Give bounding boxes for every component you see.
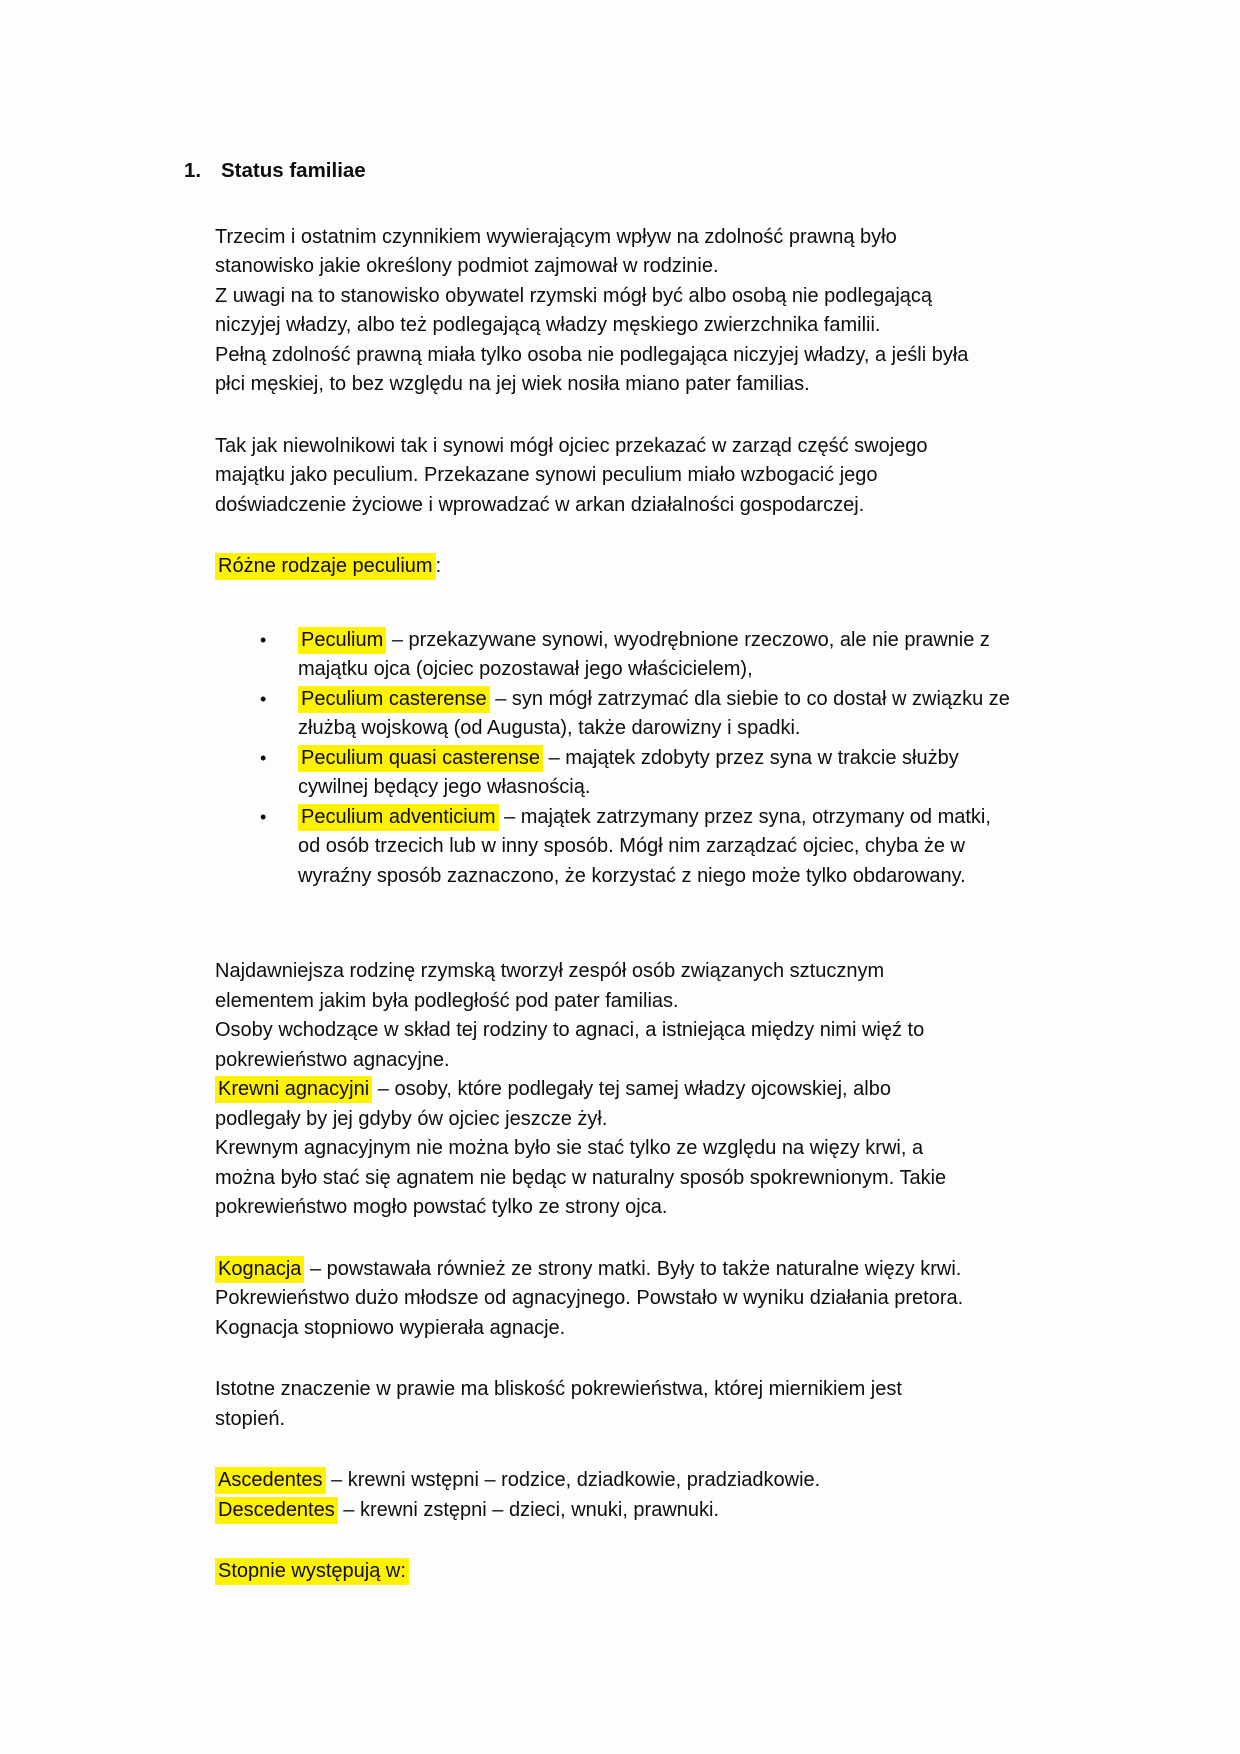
text-line — [215, 1496, 1110, 1526]
highlighted-text: Peculium casterense — [298, 686, 490, 713]
bullet-icon: • — [260, 688, 267, 709]
text-line — [298, 862, 1110, 892]
text-line — [215, 1314, 1110, 1344]
text-segment: niczyjej władzy, albo też podlegającą władzy męskiego zwierzchnika familii. — [215, 314, 881, 336]
text-segment: – majątek zdobyty przez syna w trakcie służby — [543, 746, 959, 769]
paragraph-rozne-rodzaje-heading — [215, 552, 1110, 582]
text-line — [298, 744, 1110, 774]
text-segment: stopień. — [215, 1407, 286, 1430]
text-line — [215, 1466, 1110, 1496]
text-segment: pokrewieństwo agnacyjne. — [215, 1048, 450, 1071]
highlighted-text: Różne rodzaje peculium — [215, 553, 436, 580]
highlighted-text: Peculium adventicium — [298, 804, 499, 831]
text-segment: Z uwagi na to stanowisko obywatel rzymski mógł być albo osobą nie podlegającą — [215, 284, 933, 307]
section-title: Status familiae — [221, 159, 366, 182]
text-segment: – powstawała również ze strony matki. Były to także naturalne więzy krwi. — [304, 1257, 962, 1280]
text-line — [298, 685, 1110, 715]
text-line — [215, 1164, 1110, 1194]
text-segment: Krewnym agnacyjnym nie można było sie stać tylko ze względu na więzy krwi, a — [215, 1137, 924, 1159]
document-body — [215, 223, 1110, 1587]
text-segment: Tak jak niewolnikowi tak i synowi mógł ojciec przekazać w zarząd część swojego — [215, 434, 928, 457]
text-line — [298, 832, 1110, 862]
paragraph-ascedentes-descedentes — [215, 1466, 1110, 1525]
highlighted-text: Ascedentes — [215, 1467, 326, 1494]
paragraph-kognacja — [215, 1255, 1110, 1344]
text-segment: – majątek zatrzymany przez syna, otrzymany od matki, — [498, 805, 991, 828]
text-line — [215, 1405, 1110, 1435]
paragraph-peculium-intro — [215, 432, 1110, 521]
text-line — [215, 957, 1110, 987]
text-line — [215, 311, 1110, 341]
text-line — [215, 432, 1110, 462]
paragraph-status-intro — [215, 223, 1110, 400]
text-line — [215, 282, 1110, 312]
peculium-types-list — [215, 626, 1110, 892]
text-segment: Osoby wchodzące w skład tej rodziny to agnaci, a istniejąca między nimi więź to — [215, 1019, 925, 1041]
text-line — [298, 655, 1110, 685]
text-line — [215, 341, 1110, 371]
bullet-icon: • — [260, 629, 267, 650]
text-line — [215, 1375, 1110, 1405]
text-line — [215, 491, 1110, 521]
text-segment: – krewni wstępni – rodzice, dziadkowie, pradziadkowie. — [325, 1469, 821, 1491]
text-segment: Pokrewieństwo dużo młodsze od agnacyjnego. Powstało w wyniku działania pretora. — [215, 1287, 964, 1309]
section-number: 1. — [184, 159, 202, 182]
paragraph-stopien — [215, 1375, 1110, 1434]
text-segment: : — [435, 555, 442, 577]
text-line — [215, 1134, 1110, 1164]
text-line — [298, 803, 1110, 833]
text-segment: podlegały by jej gdyby ów ojciec jeszcze żył. — [215, 1107, 608, 1130]
text-line — [215, 461, 1110, 491]
text-segment: Pełną zdolność prawną miała tylko osoba nie podlegająca niczyjej władzy, a jeśli była — [215, 343, 969, 366]
text-segment: – krewni zstępni – dzieci, wnuki, prawnuki. — [337, 1498, 720, 1521]
highlighted-text: Descedentes — [215, 1497, 338, 1524]
text-line — [215, 223, 1110, 253]
document-content — [184, 156, 1110, 1587]
text-segment: cywilnej będący jego własnością. — [298, 776, 591, 798]
bullet-icon: • — [260, 806, 267, 827]
highlighted-text: Stopnie występują w: — [215, 1558, 409, 1585]
text-line — [215, 1046, 1110, 1076]
text-line — [215, 987, 1110, 1017]
text-segment: – syn mógł zatrzymać dla siebie to co dostał w związku ze — [489, 687, 1010, 710]
text-segment: doświadczenie życiowe i wprowadzać w arkan działalności gospodarczej. — [215, 493, 865, 516]
bullet-icon: • — [260, 747, 267, 768]
text-segment: Kognacja stopniowo wypierała agnacje. — [215, 1316, 566, 1339]
text-line — [298, 714, 1110, 744]
text-line — [215, 252, 1110, 282]
text-segment: wyraźny sposób zaznaczono, że korzystać z niego może tylko obdarowany. — [298, 864, 966, 887]
text-segment: elementem jakim była podległość pod pater familias. — [215, 989, 679, 1012]
list-item — [215, 744, 1110, 803]
text-line — [215, 1557, 1110, 1587]
section-heading — [184, 156, 1110, 186]
text-segment: pokrewieństwo mogło powstać tylko ze strony ojca. — [215, 1196, 668, 1218]
text-line — [215, 370, 1110, 400]
text-segment: – osoby, które podlegały tej samej władzy ojcowskiej, albo — [372, 1078, 891, 1100]
text-segment: złużbą wojskową (od Augusta), także darowizny i spadki. — [298, 717, 801, 739]
list-item — [215, 626, 1110, 685]
highlighted-text: Peculium quasi casterense — [298, 745, 543, 772]
highlighted-text: Krewni agnacyjni — [215, 1076, 372, 1103]
list-item — [215, 803, 1110, 892]
text-line — [298, 626, 1110, 656]
highlighted-text: Peculium — [298, 627, 386, 654]
text-segment: – przekazywane synowi, wyodrębnione rzeczowo, ale nie prawnie z — [386, 628, 990, 651]
text-segment: majątku ojca (ojciec pozostawał jego właścicielem), — [298, 658, 753, 680]
paragraph-stopnie-wystepuja — [215, 1557, 1110, 1587]
text-segment: majątku jako peculium. Przekazane synowi peculium miało wzbogacić jego — [215, 464, 878, 486]
text-line — [215, 1105, 1110, 1135]
text-line — [215, 552, 1110, 582]
text-line — [215, 1016, 1110, 1046]
text-line — [215, 1255, 1110, 1285]
text-segment: stanowisko jakie określony podmiot zajmował w rodzinie. — [215, 255, 719, 277]
text-segment: Najdawniejsza rodzinę rzymską tworzył zespół osób związanych sztucznym — [215, 960, 885, 982]
paragraph-agnaci — [215, 957, 1110, 1223]
text-segment: płci męskiej, to bez względu na jej wiek nosiła miano pater familias. — [215, 373, 810, 395]
text-line — [215, 1284, 1110, 1314]
text-line — [215, 1075, 1110, 1105]
highlighted-text: Kognacja — [215, 1256, 304, 1283]
text-segment: Istotne znaczenie w prawie ma bliskość pokrewieństwa, której miernikiem jest — [215, 1378, 902, 1400]
text-segment: można było stać się agnatem nie będąc w naturalny sposób spokrewnionym. Takie — [215, 1166, 947, 1189]
text-line — [215, 1193, 1110, 1223]
list-item — [215, 685, 1110, 744]
text-line — [298, 773, 1110, 803]
text-segment: od osób trzecich lub w inny sposób. Mógł nim zarządzać ojciec, chyba że w — [298, 835, 965, 857]
text-segment: Trzecim i ostatnim czynnikiem wywierającym wpływ na zdolność prawną było — [215, 225, 897, 248]
